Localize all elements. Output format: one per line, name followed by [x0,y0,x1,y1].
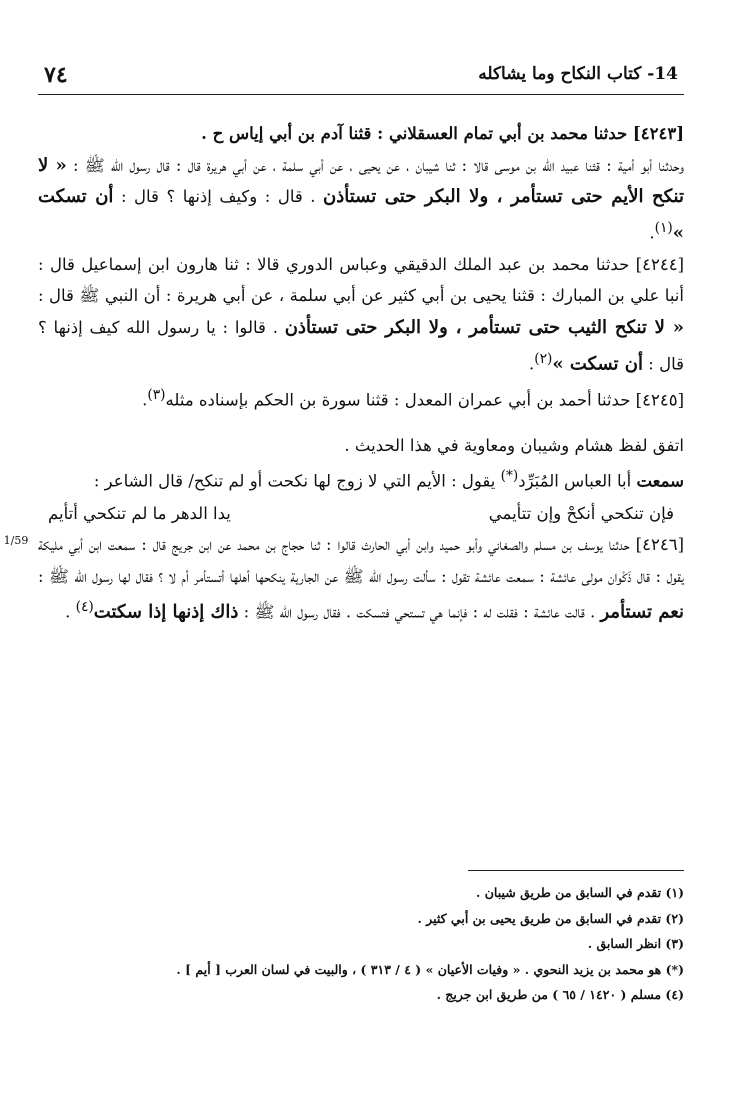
verse-second-hemistich: يدا الدهر ما لم تنكحي أتأيم [48,503,231,523]
header-rule [38,94,684,95]
poetry-verse [38,498,684,530]
footnote-rule [468,870,684,871]
paragraph-note: اتفق لفظ هشام وشيبان ومعاوية في هذا الحديث . [344,435,684,455]
verse-first-hemistich: فإن تنكحي أنكحْ وإن تتأيمي [488,503,674,523]
page-header [38,62,684,92]
margin-note: 1/59 [3,534,29,547]
footnote-1: (١) تقدم في السابق من طريق شيبان . [476,885,684,900]
paragraph-4245: [٤٢٤٥] حدثنا أحمد بن أبي عمران المعدل : قثنا سورة بن الحكم بإسناده مثله$^{(٣)}$. [142,386,684,410]
footnote-ref: (١) [654,219,673,236]
paragraph-4243-chain: وحدثنا أبو أمية : قثنا عبيد الله بن موسى قالا : ثنا شيبان ، عن يحيى ، عن أبي سلمة ، عن أبي هريرة قال : قال رسول الله ﷺ : « لا تنكح الأيم حتى تستأمر ، ولا البكر حتى تستأذن . قال : وكيف إذنها ؟ قال : أن تسكت »$^{(١)}$. [38,154,684,244]
footnote-ref: (٤) [75,599,94,616]
paragraph-4246: [٤٢٤٦] حدثنا يوسف بن مسلم والصغاني وأبو حميد وابن أبي الحارث قالوا : ثنا حجاج بن محمد عن ابن جريج قال : سمعت ابن أبي مليكة يقول : قال ذَكْوان مولى عائشة : سمعت عائشة تقول : سألت رسول الله ﷺ عن الجارية ينكحها أهلها أتستأمر أم لا ؟ فقال لها رسول الله ﷺ : نعم تستأمر . قالت عائشة : فقلت له : فإنما هي تستحي فتسكت . فقال رسول الله ﷺ : ذاك إذنها إذا سكتت$^{(٤)}$ . [38,535,684,623]
footnote-3: (٣) انظر السابق . [587,936,684,951]
hadith-text: « لا تنكح الثيب حتى تستأمر ، ولا البكر حتى تستأذن [284,317,684,339]
paragraph-mubarrad: سمعت أبا العباس المُبَرِّد(*) يقول : الأيم التي لا زوج لها نكحت أو لم تنكح/ قال الشاعر : [93,468,684,491]
footnote-2: (٢) تقدم في السابق من طريق يحيى بن أبي كثير . [417,910,684,926]
body-text [38,118,684,628]
footnote-ref: (٣) [147,386,166,403]
footnotes [38,880,684,1008]
footnote-4: (٤) مسلم ( ١٤٢٠ / ٦٥ ) من طريق ابن جريج . [436,987,684,1002]
running-title: 14- كتاب النكاح وما يشاكله [478,64,678,84]
paragraph-4244: [٤٢٤٤] حدثنا محمد بن عبد الملك الدقيقي وعباس الدوري قالا : ثنا هارون ابن إسماعيل قال : أنبا علي بن المبارك : قثنا يحيى بن أبي كثير عن أبي سلمة ، عن أبي هريرة : أن النبي ﷺ قال : « لا تنكح الثيب حتى تستأمر ، ولا البكر حتى تستأذن . قالوا : يا رسول الله كيف إذنها ؟ قال : أن تسكت »$^{(٢)}$. [38,254,684,375]
hadith-text: « لا تنكح الأيم حتى تستأمر ، ولا البكر حتى تستأذن [38,154,684,208]
footnote-ref: (*) [500,468,519,485]
footnote-ref: (٢) [534,350,553,367]
footnote-star: (*) هو محمد بن يزيد النحوي . « وفيات الأعيان » ( ٤ / ٣١٣ ) ، والبيت في لسان العرب [ أيم ] . [176,961,684,977]
paragraph-4243: [٤٢٤٣] حدثنا محمد بن أبي تمام العسقلاني : قثنا آدم بن أبي إياس ح . [201,124,684,143]
page-number: ٧٤ [44,62,68,88]
